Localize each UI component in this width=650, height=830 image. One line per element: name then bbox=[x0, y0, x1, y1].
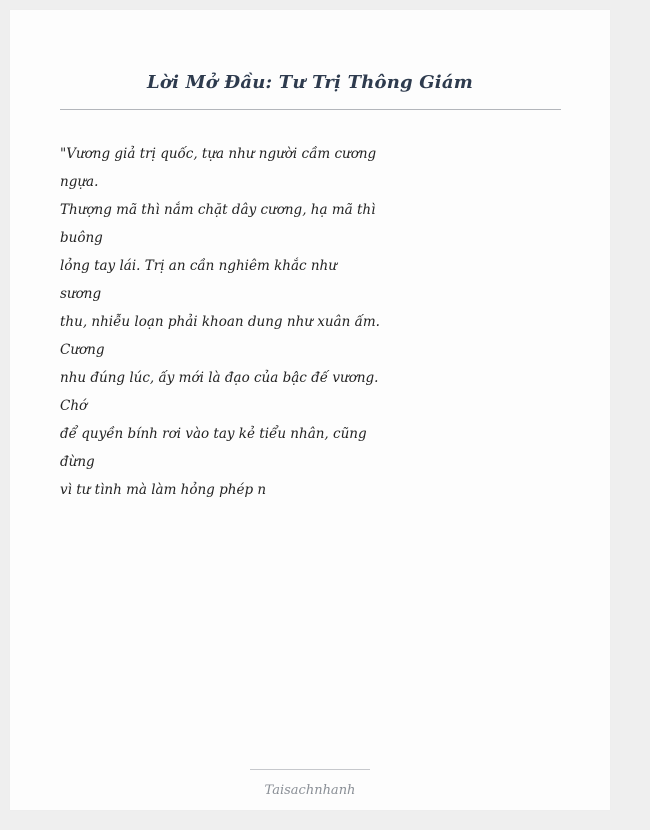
title-divider bbox=[60, 109, 561, 110]
text-line: thu, nhiễu loạn phải khoan dung như xuân ấm. bbox=[60, 314, 380, 330]
text-line: buông bbox=[60, 230, 103, 246]
text-line: "Vương giả trị quốc, tựa như người cầm cương bbox=[60, 146, 377, 162]
footer-signature: Taisachnhanh bbox=[264, 783, 356, 798]
text-line: đừng bbox=[60, 454, 95, 470]
text-line: Chớ bbox=[60, 398, 88, 414]
text-line: vì tư tình mà làm hỏng phép n bbox=[60, 482, 267, 498]
text-line: Cương bbox=[60, 342, 105, 358]
text-line: lỏng tay lái. Trị an cần nghiêm khắc như bbox=[60, 258, 337, 274]
text-line: Thượng mã thì nắm chặt dây cương, hạ mã thì bbox=[60, 202, 376, 218]
page-title: Lời Mở Đầu: Tư Trị Thông Giám bbox=[147, 72, 473, 93]
document-page bbox=[10, 10, 610, 810]
text-line: ngựa. bbox=[60, 174, 99, 190]
footer-divider bbox=[250, 769, 370, 770]
text-line: để quyền bính rơi vào tay kẻ tiểu nhân, cũng bbox=[60, 426, 367, 442]
poem-text bbox=[60, 140, 380, 504]
text-line: nhu đúng lúc, ấy mới là đạo của bậc đế vương. bbox=[60, 370, 379, 386]
text-line: sương bbox=[60, 286, 102, 302]
